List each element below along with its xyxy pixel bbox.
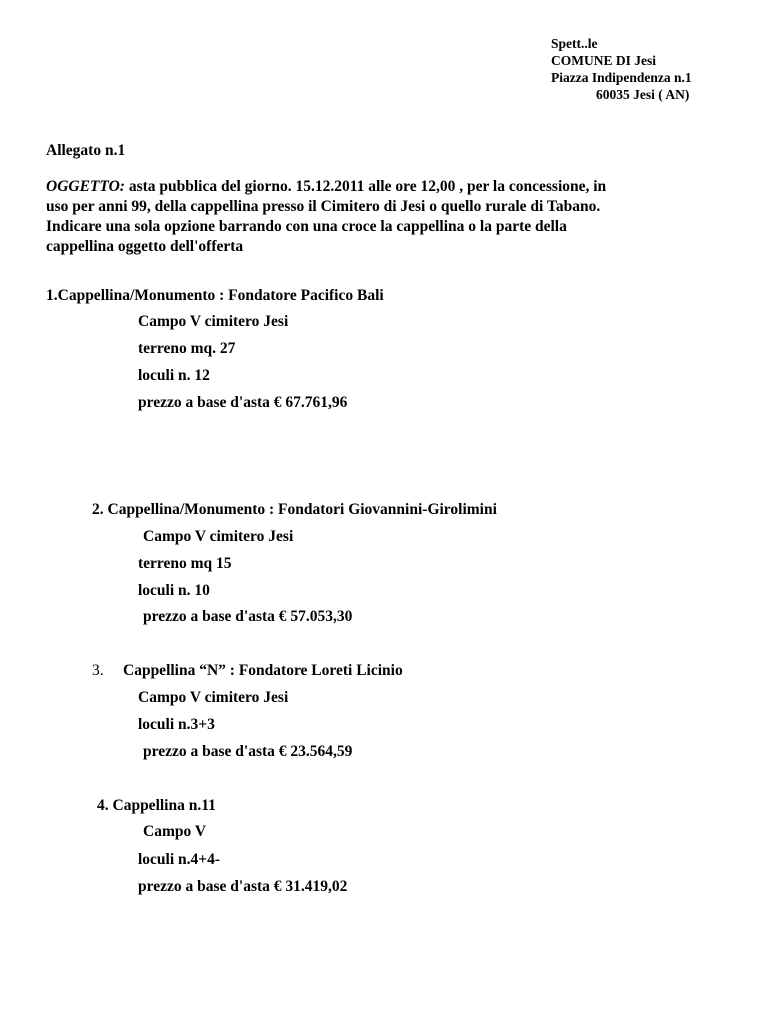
item-field: Campo V xyxy=(143,823,207,840)
subject-line-1: asta pubblica del giorno. 15.12.2011 alle ore 12,00 , per la concessione, in xyxy=(124,178,607,195)
subject-line-3: Indicare una sola opzione barrando con una croce la cappellina o la parte della xyxy=(46,218,567,235)
item-price: prezzo a base d'asta € 67.761,96 xyxy=(138,394,348,411)
item-niches: loculi n.3+3 xyxy=(138,716,215,733)
recipient-city: 60035 Jesi ( AN) xyxy=(596,87,690,102)
item-area: terreno mq 15 xyxy=(138,555,232,572)
recipient-name: COMUNE DI Jesi xyxy=(551,53,656,68)
subject-line-2: uso per anni 99, della cappellina presso il Cimitero di Jesi o quello rurale di Tabano. xyxy=(46,198,601,215)
recipient-salutation: Spett..le xyxy=(551,36,598,51)
item-price: prezzo a base d'asta € 23.564,59 xyxy=(143,743,353,760)
subject-paragraph xyxy=(46,177,746,257)
item-niches: loculi n. 12 xyxy=(138,367,210,384)
item-title: Cappellina “N” : Fondatore Loreti Licinio xyxy=(123,662,403,679)
item-price: prezzo a base d'asta € 57.053,30 xyxy=(143,608,353,625)
recipient-street: Piazza Indipendenza n.1 xyxy=(551,70,692,85)
item-field: Campo V cimitero Jesi xyxy=(138,313,289,330)
attachment-heading: Allegato n.1 xyxy=(46,142,126,159)
item-title: 1.Cappellina/Monumento : Fondatore Pacifico Bali xyxy=(46,287,384,304)
subject-line-4: cappellina oggetto dell'offerta xyxy=(46,238,244,255)
item-title: 4. Cappellina n.11 xyxy=(97,797,216,814)
item-niches: loculi n. 10 xyxy=(138,582,210,599)
subject-label: OGGETTO: xyxy=(46,178,125,195)
item-price: prezzo a base d'asta € 31.419,02 xyxy=(138,878,348,895)
item-number: 3. xyxy=(92,662,104,679)
item-field: Campo V cimitero Jesi xyxy=(138,689,289,706)
item-niches: loculi n.4+4- xyxy=(138,851,221,868)
item-area: terreno mq. 27 xyxy=(138,340,236,357)
item-field: Campo V cimitero Jesi xyxy=(143,528,294,545)
item-title: 2. Cappellina/Monumento : Fondatori Giovannini-Girolimini xyxy=(92,501,497,518)
